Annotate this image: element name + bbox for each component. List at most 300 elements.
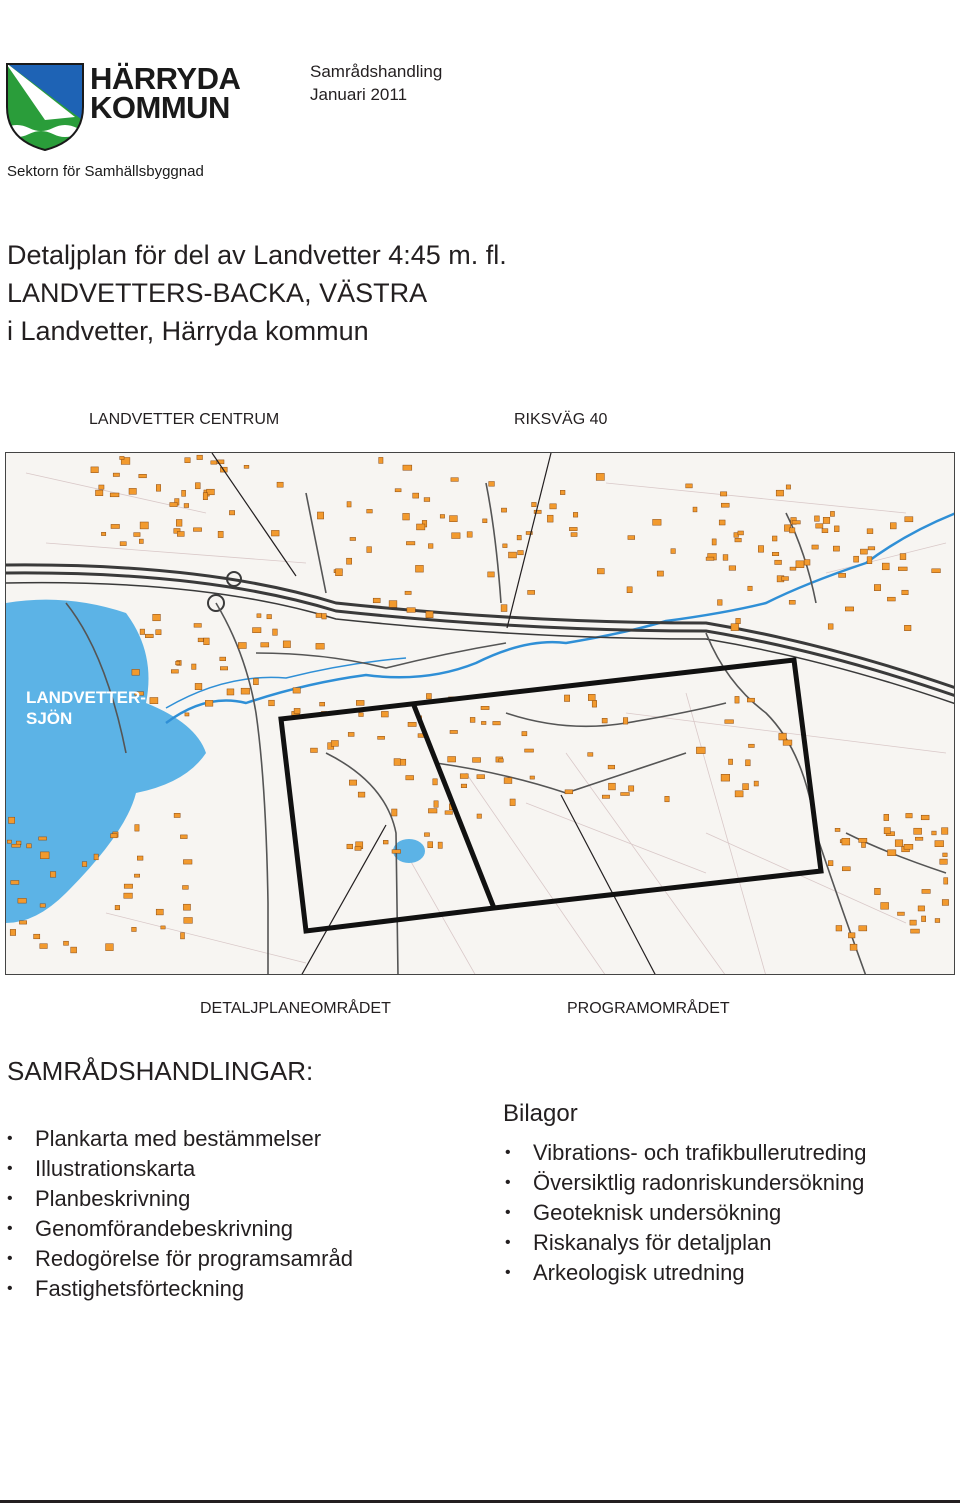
building (915, 837, 923, 840)
coat-of-arms-icon (5, 62, 85, 152)
building (671, 549, 676, 554)
building (867, 529, 873, 534)
building (736, 618, 741, 623)
logo-line2: KOMMUN (90, 90, 230, 125)
building (874, 585, 880, 591)
building (904, 844, 913, 849)
label-landvetter-centrum: LANDVETTER CENTRUM (89, 411, 280, 428)
building (758, 546, 763, 553)
building (316, 613, 322, 617)
building (124, 884, 132, 888)
building (317, 512, 323, 519)
building (407, 608, 415, 613)
building (499, 759, 504, 762)
building (218, 531, 223, 537)
building (170, 503, 177, 507)
building (316, 643, 324, 649)
building (748, 586, 752, 590)
building (428, 842, 433, 848)
building (253, 628, 262, 633)
building (115, 905, 120, 909)
building (842, 838, 850, 845)
local-roads (66, 483, 946, 975)
building (729, 759, 733, 764)
building (775, 560, 782, 564)
building (417, 524, 425, 530)
building (451, 478, 458, 482)
building (194, 624, 201, 628)
building (592, 700, 597, 707)
building (183, 904, 190, 910)
building (942, 828, 948, 835)
building (887, 597, 895, 601)
building (530, 776, 535, 779)
building (560, 490, 565, 494)
building (403, 513, 410, 520)
building (783, 740, 792, 745)
doc-date: Januari 2011 (310, 85, 408, 104)
building (597, 569, 604, 574)
building (99, 485, 104, 489)
building (182, 490, 186, 496)
building (867, 557, 872, 564)
building (910, 920, 916, 925)
building (40, 904, 45, 907)
building (792, 521, 800, 524)
building (10, 929, 16, 935)
building (426, 611, 433, 617)
building (9, 817, 15, 823)
building (120, 542, 126, 546)
building (828, 861, 833, 866)
building (721, 503, 729, 507)
building (64, 941, 69, 945)
building (438, 842, 442, 848)
building (754, 781, 758, 786)
building (749, 744, 755, 747)
building (161, 926, 165, 929)
building (815, 516, 820, 521)
building (156, 485, 160, 492)
building (132, 669, 140, 675)
building (932, 569, 941, 573)
building (842, 867, 850, 871)
building (890, 523, 896, 529)
building (509, 552, 517, 558)
building (898, 912, 905, 915)
building (839, 573, 846, 577)
building (277, 482, 283, 487)
building (408, 722, 416, 726)
lake-landvettersjon (6, 600, 206, 923)
building (134, 533, 140, 537)
building (174, 813, 180, 817)
doc-status (310, 60, 442, 106)
building (932, 831, 937, 835)
building (608, 765, 615, 769)
building (139, 474, 147, 478)
building (477, 814, 482, 818)
building (627, 587, 632, 593)
building (481, 706, 489, 709)
label-detaljplaneomradet: DETALJPLANEOMRÅDET (200, 1000, 391, 1017)
building (845, 607, 853, 611)
building (257, 614, 261, 618)
building (859, 926, 867, 931)
map-graphic (6, 453, 955, 975)
building (176, 661, 180, 665)
attachments-heading: Bilagor (503, 1100, 578, 1127)
title-line3: i Landvetter, Härryda kommun (7, 316, 369, 346)
building (244, 465, 249, 468)
building (12, 844, 21, 847)
building (140, 522, 148, 529)
building (367, 509, 373, 513)
building (283, 641, 290, 648)
building (884, 814, 889, 820)
building (193, 528, 201, 532)
building (269, 700, 275, 706)
building (884, 828, 890, 834)
building (918, 906, 925, 911)
building (848, 933, 855, 938)
building (588, 694, 595, 700)
building (106, 944, 114, 951)
building (440, 515, 444, 519)
building (940, 859, 948, 864)
building (129, 488, 136, 494)
page-title (7, 236, 507, 350)
building (875, 888, 881, 894)
building (779, 733, 787, 740)
building (211, 461, 217, 464)
building (153, 614, 161, 621)
building (379, 457, 383, 463)
building (743, 784, 749, 790)
building (322, 614, 327, 620)
building (156, 630, 161, 635)
building (493, 721, 501, 725)
building (183, 886, 189, 890)
building (413, 493, 419, 498)
building (902, 590, 908, 595)
building (176, 520, 182, 527)
building (389, 601, 397, 608)
list-item: • Riskanalys för detaljplan (505, 1228, 866, 1258)
building (822, 529, 828, 533)
building (836, 926, 842, 932)
list-item: • Arkeologisk utredning (505, 1258, 866, 1288)
building (460, 774, 468, 779)
building (816, 524, 823, 528)
building (921, 815, 929, 820)
building (135, 825, 139, 832)
building (134, 874, 139, 877)
building (789, 600, 795, 604)
building (510, 799, 515, 806)
building (528, 590, 535, 594)
building (906, 813, 912, 818)
building (804, 560, 810, 566)
building (347, 502, 351, 507)
building (942, 900, 948, 906)
building (111, 524, 120, 528)
building (356, 700, 364, 705)
building (261, 643, 269, 647)
building (746, 760, 751, 766)
building (156, 909, 163, 915)
building (331, 741, 338, 747)
building (565, 790, 573, 794)
lake-label-line2: SJÖN (26, 709, 73, 728)
building (868, 547, 875, 550)
building (629, 786, 634, 791)
building (184, 504, 189, 508)
building (854, 556, 859, 562)
building (735, 696, 739, 703)
building (273, 629, 278, 635)
building (602, 718, 607, 723)
building (34, 934, 40, 939)
building (27, 844, 32, 848)
building (392, 850, 401, 854)
label-programomradet: PROGRAMOMRÅDET (567, 1000, 730, 1017)
building (229, 511, 234, 515)
building (140, 629, 145, 634)
building (267, 615, 272, 619)
building (723, 555, 728, 561)
building (522, 732, 527, 736)
building (7, 840, 11, 843)
building (693, 507, 697, 512)
building (198, 638, 203, 642)
building (132, 927, 137, 931)
building (518, 551, 524, 555)
building (347, 558, 352, 564)
building (470, 717, 475, 722)
building (935, 919, 940, 923)
building (790, 567, 796, 570)
building (881, 903, 889, 910)
building (139, 539, 143, 543)
building (473, 758, 481, 763)
building (392, 809, 397, 816)
building (914, 828, 922, 834)
building (517, 535, 521, 540)
building (145, 634, 153, 638)
building (772, 536, 777, 541)
building (96, 490, 103, 496)
building (192, 664, 196, 669)
building (378, 736, 385, 739)
building (428, 544, 433, 549)
building (790, 528, 795, 533)
building (40, 852, 49, 859)
building (367, 547, 372, 553)
department-label: Sektorn för Samhällsbyggnad (7, 163, 204, 180)
building (686, 484, 693, 488)
lake-label-line1: LANDVETTER- (26, 688, 146, 707)
building (294, 708, 300, 713)
building (501, 508, 506, 512)
building (747, 698, 754, 702)
list-item: • Genomförandebeskrivning (7, 1214, 353, 1244)
logo-line1: HÄRRYDA (90, 61, 241, 96)
building (204, 638, 210, 645)
building (241, 688, 250, 694)
building (82, 862, 87, 867)
building (488, 572, 495, 577)
title-line1: Detaljplan för del av Landvetter 4:45 m. fl. (7, 240, 507, 270)
bottom-divider (0, 1500, 960, 1503)
detaljplan-area-divider (413, 703, 494, 908)
building (729, 566, 736, 571)
building (776, 490, 783, 496)
building (406, 542, 415, 545)
building (350, 537, 356, 540)
building (111, 834, 118, 838)
building (336, 569, 343, 576)
building (786, 485, 790, 489)
list-item: • Plankarta med bestämmelser (7, 1124, 353, 1154)
building (101, 532, 105, 535)
building (904, 625, 911, 630)
building (564, 695, 569, 702)
building (653, 519, 662, 525)
building (935, 841, 944, 847)
building (922, 916, 926, 922)
building (628, 536, 635, 540)
building (94, 854, 98, 860)
building (735, 791, 743, 797)
list-item: • Översiktlig radonriskundersökning (505, 1168, 866, 1198)
building (830, 511, 834, 516)
building (657, 571, 663, 576)
building (712, 539, 716, 545)
building (719, 520, 725, 525)
building (448, 757, 456, 763)
river-branch (166, 658, 406, 708)
building (433, 779, 438, 785)
building (373, 598, 380, 603)
building (706, 557, 714, 560)
building (828, 624, 833, 629)
building (823, 517, 830, 523)
list-item: • Geoteknisk undersökning (505, 1198, 866, 1228)
building (50, 872, 56, 878)
documents-list (7, 1124, 353, 1304)
building (944, 878, 948, 884)
building (184, 918, 193, 924)
building (205, 700, 213, 706)
building (772, 552, 779, 555)
list-item: • Vibrations- och trafikbullerutreding (505, 1138, 866, 1168)
building (394, 759, 400, 766)
building (185, 458, 190, 463)
building (405, 591, 411, 594)
building (183, 860, 192, 865)
building (195, 683, 202, 689)
building (416, 565, 424, 572)
doc-type: Samrådshandling (310, 62, 443, 81)
building (782, 577, 789, 581)
building (40, 944, 48, 949)
documents-heading: SAMRÅDSHANDLINGAR: (7, 1056, 314, 1086)
building (550, 504, 557, 509)
building (922, 889, 930, 893)
building (450, 516, 458, 522)
building (588, 753, 593, 757)
building (525, 749, 534, 752)
building (424, 833, 429, 837)
building (504, 778, 512, 784)
building (320, 702, 325, 706)
building (888, 850, 896, 856)
building (900, 554, 906, 560)
building (91, 467, 99, 473)
building (445, 811, 453, 815)
building (428, 809, 437, 813)
building (573, 512, 578, 517)
building (850, 944, 857, 950)
building (426, 694, 431, 700)
building (348, 732, 354, 736)
building (862, 842, 866, 848)
building (120, 456, 124, 459)
building (124, 893, 133, 898)
building (238, 643, 246, 649)
building (311, 748, 318, 752)
building (110, 493, 119, 497)
building (195, 483, 200, 489)
building (203, 493, 207, 500)
list-item: • Planbeskrivning (7, 1184, 353, 1214)
building (532, 502, 537, 506)
building (19, 921, 26, 924)
building (355, 847, 361, 851)
building (18, 898, 26, 903)
building (835, 828, 840, 831)
building (602, 795, 609, 798)
building (571, 533, 577, 537)
label-riksvag-40: RIKSVÄG 40 (514, 411, 608, 428)
building (718, 600, 723, 606)
building (177, 532, 184, 537)
building (383, 840, 388, 844)
building (905, 517, 913, 522)
building (434, 801, 438, 808)
building (833, 546, 839, 551)
building (812, 545, 818, 549)
building (911, 929, 920, 933)
building (403, 465, 412, 470)
building (450, 730, 458, 733)
building (71, 947, 77, 953)
building (197, 455, 203, 459)
building (452, 533, 461, 539)
label-landvettersjon (26, 687, 146, 729)
building (503, 544, 507, 548)
building (895, 840, 903, 847)
building (347, 844, 353, 849)
building (489, 482, 495, 487)
building (227, 689, 234, 695)
building (39, 837, 47, 840)
overview-map (5, 452, 955, 975)
river (166, 513, 955, 723)
building (596, 473, 604, 480)
building (358, 792, 365, 797)
